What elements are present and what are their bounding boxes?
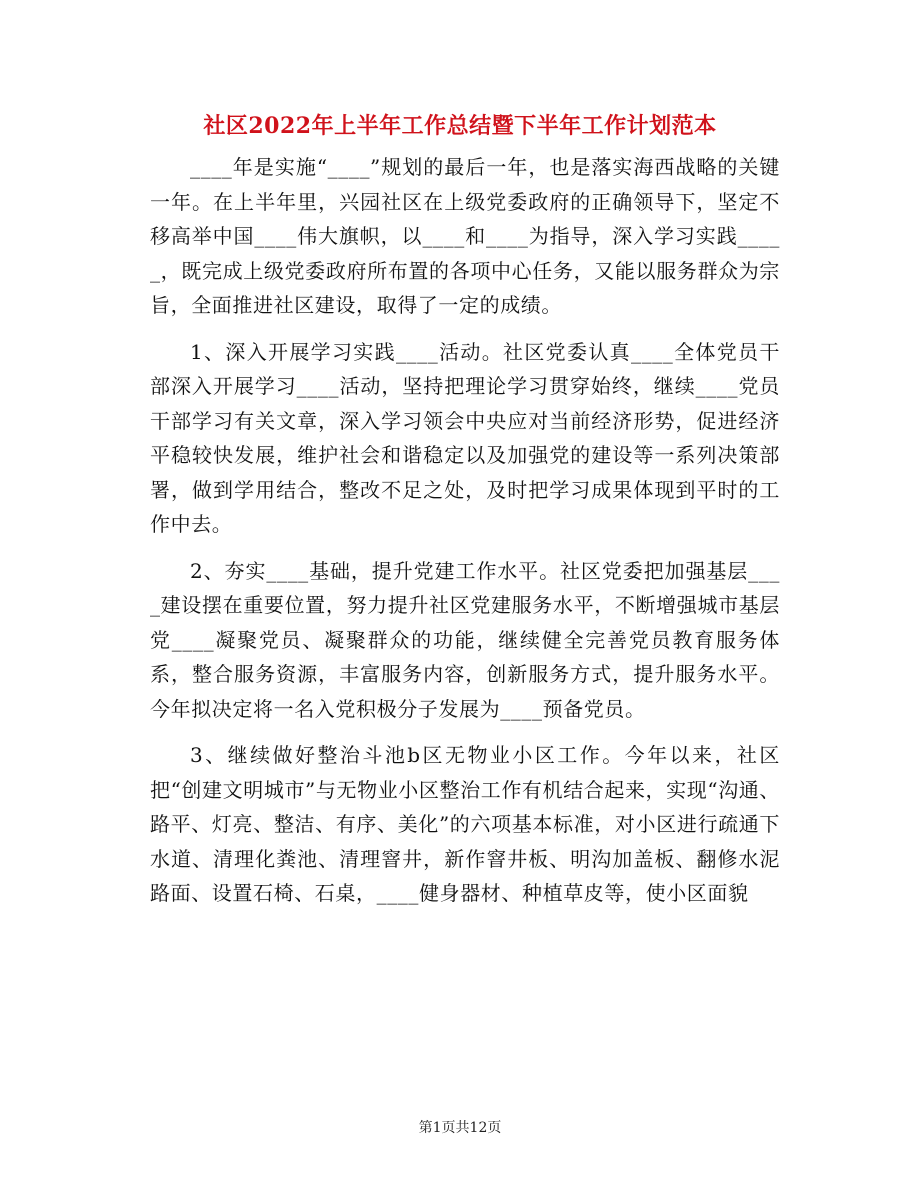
document-body [150, 150, 780, 923]
paragraph-item-1: 1、深入开展学习实践____活动。社区党委认真____全体党员干部深入开展学习____活动，坚持把理论学习贯穿始终，继续____党员干部学习有关文章，深入学习领会中央应对当前经济形势，促进经济平稳较快发展，维护社会和谐稳定以及加强党的建设等一系列决策部署，做到学用结合，整改不足之处，及时把学习成果体现到平时的工作中去。 [150, 339, 780, 536]
paragraph-intro: ____年是实施“____”规划的最后一年，也是落实海西战略的关键一年。在上半年里，兴园社区在上级党委政府的正确领导下，坚定不移高举中国____伟大旗帜，以____和____为指导，深入学习实践_____，既完成上级党委政府所布置的各项中心任务，又能以服务群众为宗旨，全面推进社区建设，取得了一定的成绩。 [150, 155, 780, 317]
document-title: 社区2022年上半年工作总结暨下半年工作计划范本 [203, 113, 717, 139]
page-number-footer: 第1页共12页 [418, 1120, 502, 1136]
paragraph-item-3: 3、继续做好整治斗池b区无物业小区工作。今年以来，社区把“创建文明城市”与无物业小区整治工作有机结合起来，实现“沟通、路平、灯亮、整洁、有序、美化”的六项基本标准，对小区进行疏通下水道、清理化粪池、清理窨井，新作窨井板、明沟加盖板、翻修水泥路面、设置石椅、石桌，____健身器材、种植草皮等，使小区面貌 [150, 743, 780, 905]
paragraph-item-2: 2、夯实____基础，提升党建工作水平。社区党委把加强基层____建设摆在重要位置，努力提升社区党建服务水平，不断增强城市基层党____凝聚党员、凝聚群众的功能，继续健全完善党员教育服务体系，整合服务资源，丰富服务内容，创新服务方式，提升服务水平。今年拟决定将一名入党积极分子发展为____预备党员。 [150, 558, 780, 721]
